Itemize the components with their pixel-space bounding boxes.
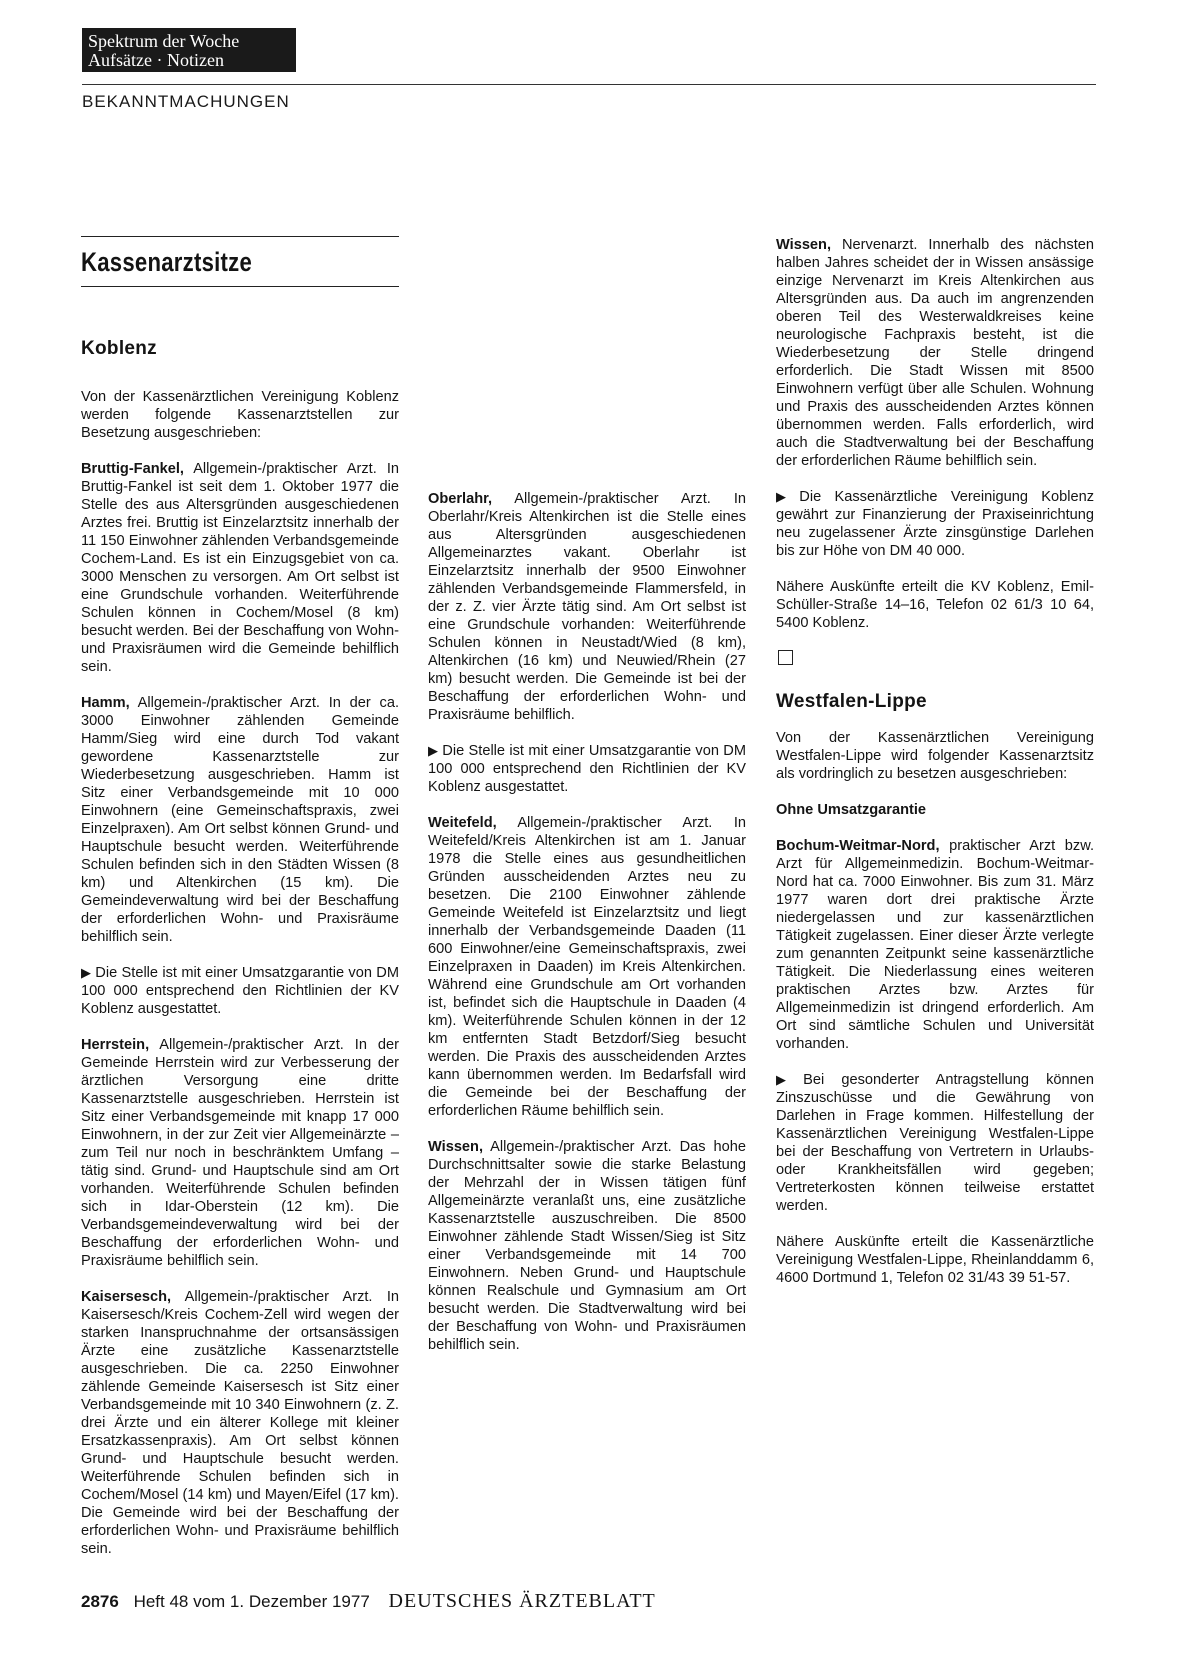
listing-wissen-nervenarzt	[776, 236, 1094, 470]
listing-weitefeld	[428, 814, 746, 1120]
listing-place: Hamm,	[81, 695, 130, 711]
region-heading-westfalen-lippe: Westfalen-Lippe	[776, 691, 927, 712]
subheading-ohne-umsatzgarantie: Ohne Umsatzgarantie	[776, 802, 927, 818]
column-3	[776, 236, 1094, 1305]
listing-herrstein	[81, 1036, 399, 1270]
listing-text: praktischer Arzt bzw. Arzt für Allgemeinmedizin. Bochum-Weitmar-Nord hat ca. 7000 Einwohner. Bis zum 31. März 1977 waren dort drei praktische Ärzte niedergelassen und zur kassenärztlichen Tätigkeit zugelassen. Einer dieser Ärzte verlegte zum genannten Zeitpunkt seine kassenärztliche Tätigkeit. Die Niederlassung eines weiteren praktischen Arztes bzw. Arztes für Allgemeinmedizin ist dringend erforderlich. Am Ort sind sämtliche Schulen und Universität vorhanden.	[776, 838, 1094, 1052]
title-rule-top	[81, 236, 399, 237]
arrow-icon: ▶	[776, 489, 796, 504]
listing-oberlahr	[428, 490, 746, 724]
listing-text: Allgemein-/praktischer Arzt. Das hohe Durchschnittsalter sowie die starke Belastung der Mehrzahl der in Wissen tätigen fünf Allgemeinärzte veranlaßt uns, eine zusätzliche Kassenarztstelle auszuschreiben. Die 8500 Einwohner zählende Stadt Wissen/Sieg ist Sitz einer Verbandsgemeinde mit 14 700 Einwohnern. Neben Grund- und Hauptschule können Realschule und Gymnasium am Ort besucht werden. Die Stadtverwaltung wird bei der Beschaffung von Wohn- und Praxisräumen behilflich sein.	[428, 1139, 746, 1353]
note-text: Die Kassenärztliche Vereinigung Koblenz gewährt zur Finanzierung der Praxiseinrichtung neu zugelassener Ärzte zinsgünstige Darlehen bis zur Höhe von DM 40 000.	[776, 489, 1095, 559]
kicker-line-2: Aufsätze · Notizen	[88, 50, 224, 70]
note-zinszuschuesse	[776, 1071, 1094, 1215]
listing-text: Allgemein-/praktischer Arzt. In Bruttig-Fankel ist seit dem 1. Oktober 1977 die Stelle des aus Altersgründen ausgeschiedenen Arztes frei. Bruttig ist Einzelarztsitz innerhalb der 11 150 Einwohner zählenden Verbandsgemeinde Cochem-Land. Es ist ein Einzugsgebiet von ca. 3000 Menschen zu versorgen. Am Ort selbst ist eine Grundschule vorhanden. Weiterführende Schulen können in Cochem/Mosel (8 km) besucht werden. Bei der Beschaffung von Wohn- und Praxisräumen wird die Gemeinde behilflich sein.	[81, 461, 399, 675]
listing-place: Bochum-Weitmar-Nord,	[776, 838, 940, 854]
column-1	[81, 388, 399, 1576]
note-text: Die Stelle ist mit einer Umsatzgarantie von DM 100 000 entsprechend den Richtlinien der KV Koblenz ausgestattet.	[428, 743, 747, 795]
note-umsatzgarantie-oberlahr	[428, 742, 746, 796]
listing-place: Wissen,	[428, 1139, 484, 1155]
listing-place: Wissen,	[776, 237, 832, 253]
listing-kaisersesch	[81, 1288, 399, 1558]
listing-place: Weitefeld,	[428, 815, 497, 831]
page-number: 2876	[81, 1592, 119, 1611]
listing-bruttig-fankel	[81, 460, 399, 676]
kicker-line-1: Spektrum der Woche	[88, 31, 240, 51]
listing-place: Herrstein,	[81, 1037, 150, 1053]
note-text: Die Stelle ist mit einer Umsatzgarantie von DM 100 000 entsprechend den Richtlinien der KV Koblenz ausgestattet.	[81, 965, 400, 1017]
listing-bochum-weitmar-nord	[776, 837, 1094, 1053]
listing-hamm	[81, 694, 399, 946]
note-text: Bei gesonderter Antragstellung können Zinszuschüsse und die Gewährung von Darlehen in Frage kommen. Hilfestellung der Kassenärztlichen Vereinigung Westfalen-Lippe bei der Beschaffung von Vertretern in Urlaubs- oder Krankheitsfällen wird gegeben; Vertreterkosten können teilweise erstattet werden.	[776, 1072, 1095, 1214]
end-square-icon	[778, 650, 793, 665]
page-footer	[81, 1590, 656, 1613]
listing-text: Nervenarzt. Innerhalb des nächsten halben Jahres scheidet der in Wissen ansässige einzige Nervenarzt im Kreis Altenkirchen aus Altersgründen aus. Da auch im angrenzenden oberen Teil des Westerwaldkreises keine neurologische Fachpraxis besteht, ist die Wiederbesetzung der Stelle dringend erforderlich. Die Stadt Wissen mit 8500 Einwohnern verfügt über alle Schulen. Wohnung und Praxis des ausscheidenden Arztes können übernommen werden. Falls erforderlich, wird auch die Stadtverwaltung bei der Beschaffung der erforderlichen Räume behilflich sein.	[776, 237, 1094, 469]
section-kicker	[82, 28, 296, 72]
publication-name: DEUTSCHES ÄRZTEBLATT	[388, 1590, 656, 1612]
listing-text: Allgemein-/praktischer Arzt. In Oberlahr/Kreis Altenkirchen ist die Stelle eines aus Altersgründen ausgeschiedenen Allgemeinarztes vakant. Oberlahr ist Einzelarztsitz innerhalb der 9500 Einwohner zählenden Verbandsgemeinde Flammersfeld, in der z. Z. vier Ärzte tätig sind. Am Ort selbst ist eine Grundschule vorhanden: Weiterführende Schulen können in Neustadt/Wied (8 km), Altenkirchen (16 km) und Neuwied/Rhein (27 km) besucht werden. Die Gemeinde ist bei der Beschaffung der erforderlichen Wohn- und Praxisräume behilflich.	[428, 491, 746, 723]
listing-text: Allgemein-/praktischer Arzt. In der ca. 3000 Einwohner zählenden Gemeinde Hamm/Sieg wird eine durch Tod vakant gewordene Kassenarztstelle zur Wiederbesetzung ausgeschrieben. Hamm ist Sitz einer Verbandsgemeinde mit 10 000 Einwohnern (eine Gemeinschaftspraxis, zwei Einzelpraxen). Am Ort selbst können Grund- und Hauptschule besucht werden. Weiterführende Schulen befinden sich in den Städten Wissen (8 km) und Altenkirchen (15 km). Die Gemeindeverwaltung wird bei der Beschaffung der erforderlichen Wohn- und Praxisräume behilflich sein.	[81, 695, 400, 945]
listing-wissen-allgemein	[428, 1138, 746, 1354]
listing-place: Bruttig-Fankel,	[81, 461, 184, 477]
koblenz-intro: Von der Kassenärztlichen Vereinigung Koblenz werden folgende Kassenarztstellen zur Besetzung ausgeschrieben:	[81, 389, 399, 441]
listing-text: Allgemein-/praktischer Arzt. In der Gemeinde Herrstein wird zur Verbesserung der ärztlichen Versorgung eine dritte Kassenarztstelle ausgeschrieben. Herrstein ist Sitz einer Verbandsgemeinde mit knapp 17 000 Einwohnern, in der zur Zeit vier Allgemeinärzte – zum Teil nur noch in beschränktem Umfang – tätig sind. Grund- und Hauptschule sind am Ort vorhanden. Weiterführende Schulen befinden sich in Idar-Oberstein (12 km). Die Verbandsgemeindeverwaltung wird bei der Beschaffung der erforderlichen Wohn- und Praxisräume behilflich sein.	[81, 1037, 399, 1269]
title-rule-bottom	[81, 286, 399, 287]
koblenz-contact: Nähere Auskünfte erteilt die KV Koblenz, Emil-Schüller-Straße 14–16, Telefon 02 61/3 10 64, 5400 Koblenz.	[776, 579, 1094, 631]
header-rule	[82, 84, 1096, 85]
listing-text: Allgemein-/praktischer Arzt. In Kaisersesch/Kreis Cochem-Zell wird wegen der starken Inanspruchnahme der ortsansässigen Ärzte eine zusätzliche Kassenarztstelle ausgeschrieben. Die ca. 2250 Einwohner zählende Gemeinde Kaisersesch ist Sitz einer Verbandsgemeinde mit 10 340 Einwohnern (z. Z. drei Ärzte und ein älterer Kollege mit kleiner Ersatzkassenpraxis). Am Ort selbst können Grund- und Hauptschule besucht werden. Weiterführende Schulen befinden sich in Cochem/Mosel (14 km) und Mayen/Eifel (17 km). Die Gemeinde wird bei der Beschaffung der erforderlichen Wohn- und Praxisräume behilflich sein.	[81, 1289, 399, 1557]
listing-text: Allgemein-/praktischer Arzt. In Weitefeld/Kreis Altenkirchen ist am 1. Januar 1978 die Stelle eines aus gesundheitlichen Gründen ausscheidenden Arztes neu zu besetzen. Die 2100 Einwohner zählende Gemeinde Weitefeld ist Einzelarztsitz und liegt innerhalb der Verbandsgemeinde Daaden (11 600 Einwohner/eine Gemeinschaftspraxis, zwei Einzelpraxen in Daaden) im Kreis Altenkirchen. Während eine Grundschule am Ort vorhanden ist, befindet sich die Hauptschule in Daaden (4 km). Weiterführende Schulen können in der 12 km entfernten Stadt Betzdorf/Sieg besucht werden. Die Praxis des ausscheidenden Arztes kann übernommen werden. Im Bedarfsfall wird die Gemeinde bei der Beschaffung der erforderlichen Räume behilflich sein.	[428, 815, 746, 1119]
listing-place: Oberlahr,	[428, 491, 493, 507]
arrow-icon: ▶	[81, 965, 92, 980]
note-umsatzgarantie-hamm	[81, 964, 399, 1018]
issue-info: Heft 48 vom 1. Dezember 1977	[133, 1592, 370, 1611]
arrow-icon: ▶	[428, 743, 439, 758]
section-label: BEKANNTMACHUNGEN	[82, 92, 290, 111]
column-2	[428, 236, 746, 1372]
arrow-icon: ▶	[776, 1072, 800, 1087]
westfalen-contact: Nähere Auskünfte erteilt die Kassenärztliche Vereinigung Westfalen-Lippe, Rheinlanddamm 6, 4600 Dortmund 1, Telefon 02 31/43 39 51-57.	[776, 1234, 1094, 1286]
listing-place: Kaisersesch,	[81, 1289, 172, 1305]
region-heading-koblenz: Koblenz	[81, 338, 157, 359]
note-darlehen	[776, 488, 1094, 560]
article-title: Kassenarztsitze	[81, 247, 253, 277]
westfalen-intro: Von der Kassenärztlichen Vereinigung Westfalen-Lippe wird folgender Kassenarztsitz als vordringlich zu besetzen ausgeschrieben:	[776, 730, 1094, 782]
